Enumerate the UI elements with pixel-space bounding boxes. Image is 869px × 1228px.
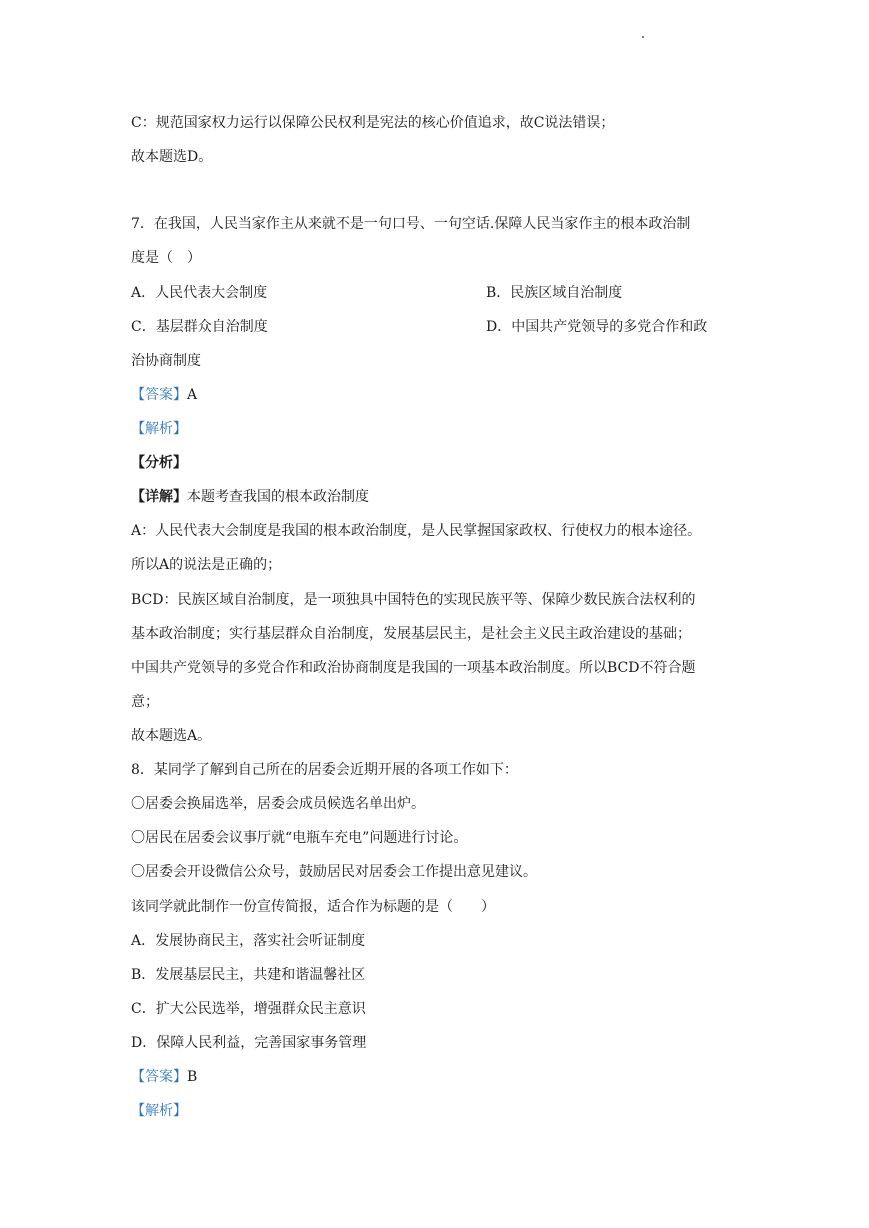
answer-label: 【答案】 <box>131 387 187 403</box>
question-8-option-b: B．发展基层民主，共建和谐温馨社区 <box>131 967 366 983</box>
text-line: 意； <box>131 694 159 710</box>
detail-row <box>131 487 369 507</box>
text-line: C：规范国家权力运行以保障公民权利是宪法的核心价值追求，故C说法错误； <box>131 115 615 131</box>
question-7-option-d: D．中国共产党领导的多党合作和政 <box>486 319 708 335</box>
text-line: 所以A的说法是正确的； <box>131 557 282 573</box>
text-line: 基本政治制度；实行基层群众自治制度，发展基层民主，是社会主义民主政治建设的基础； <box>131 626 691 642</box>
answer-row-8 <box>131 1067 197 1087</box>
text-line: 故本题选D。 <box>131 149 213 165</box>
question-7-stem-cont: 度是（ ） <box>131 250 201 266</box>
detail-text: 本题考查我国的根本政治制度 <box>187 489 369 505</box>
answer-row-7 <box>131 385 197 405</box>
question-8-item: 〇居委会开设微信公众号，鼓励居民对居委会工作提出意见建议。 <box>131 864 537 880</box>
analysis-label: 【解析】 <box>131 1103 187 1119</box>
text-line: 中国共产党领导的多党合作和政治协商制度是我国的一项基本政治制度。所以BCD不符合题 <box>131 660 696 676</box>
question-8-stem: 8．某同学了解到自己所在的居委会近期开展的各项工作如下： <box>131 762 518 778</box>
text-line: 故本题选A。 <box>131 728 212 744</box>
question-8-option-a: A．发展协商民主，落实社会听证制度 <box>131 933 366 949</box>
text-line: A：人民代表大会制度是我国的根本政治制度，是人民掌握国家政权、行使权力的根本途径。 <box>131 523 702 539</box>
question-7-option-a: A．人民代表大会制度 <box>131 285 268 301</box>
answer-value: A <box>187 387 198 403</box>
question-8-stem-cont: 该同学就此制作一份宣传简报，适合作为标题的是（ ） <box>131 899 495 915</box>
page-dot <box>642 36 644 38</box>
detail-label: 【详解】 <box>131 489 187 505</box>
question-8-option-d: D．保障人民利益，完善国家事务管理 <box>131 1035 367 1051</box>
question-7-option-c: C．基层群众自治制度 <box>131 319 268 335</box>
question-8-item: 〇居民在居委会议事厅就“电瓶车充电”问题进行讨论。 <box>131 830 468 846</box>
answer-value: B <box>187 1069 198 1085</box>
fenxi-label: 【分析】 <box>131 455 187 471</box>
question-7-option-b: B．民族区域自治制度 <box>486 285 623 301</box>
question-7-option-d-cont: 治协商制度 <box>131 353 201 369</box>
text-line: BCD：民族区域自治制度，是一项独具中国特色的实现民族平等、保障少数民族合法权利的 <box>131 592 696 608</box>
question-8-item: 〇居委会换届选举，居委会成员候选名单出炉。 <box>131 796 425 812</box>
analysis-label: 【解析】 <box>131 421 187 437</box>
question-7-stem: 7．在我国，人民当家作主从来就不是一句口号、一句空话.保障人民当家作主的根本政治制 <box>131 216 691 232</box>
question-8-option-c: C．扩大公民选举，增强群众民主意识 <box>131 1001 366 1017</box>
answer-label: 【答案】 <box>131 1069 187 1085</box>
